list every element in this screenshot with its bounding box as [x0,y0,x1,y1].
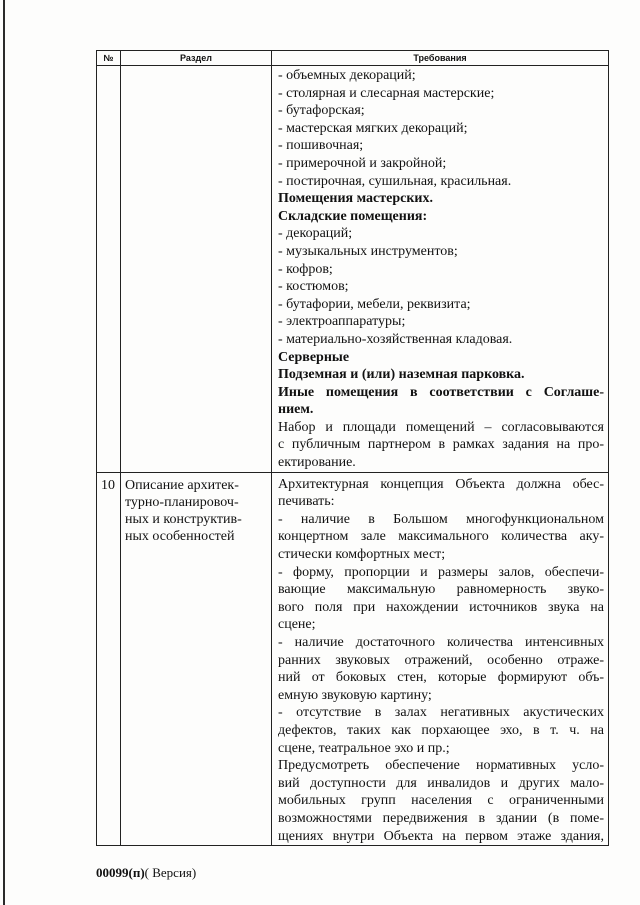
section-title-line: ных особенностей [125,528,235,544]
row-section-cell [121,472,272,845]
document-code: 00099(п) [96,865,145,880]
scan-edge-line [3,0,5,905]
requirement-line: стически комфортных мест; [278,547,446,563]
requirement-line: - отсутствие в залах негативных акустических [278,705,604,721]
row-number-cell [97,66,121,473]
requirement-line: Подземная и (или) наземная парковка. [278,367,525,383]
requirement-line: концертном зале максимального количества аку- [278,529,604,545]
requirement-line: - пошивочная; [278,138,364,154]
requirement-line: - бутафории, мебели, реквизита; [278,296,471,312]
requirement-line: Иные помещения в соответствии с Соглаше- [278,384,604,400]
row-requirements-cell [272,66,609,473]
requirement-line: Помещения мастерских. [278,191,433,207]
table-row [97,472,609,845]
requirement-line: Складские помещения: [278,208,428,224]
row-section-cell [121,66,272,473]
requirement-line: - музыкальных инструментов; [278,243,458,259]
requirement-line: - декораций; [278,226,353,242]
section-title-line: турно-планировоч- [125,494,239,510]
requirement-line: - бутафорская; [278,103,365,119]
requirement-line: возможностями передвижения в здании (в поме- [278,810,604,826]
requirement-line: вающие максимальную равномерность звуко- [278,582,604,598]
requirement-line: щениях внутри Объекта на первом этаже здания, [278,828,604,844]
requirement-line: - примерочной и закройной; [278,155,447,171]
requirement-line: - объемных декораций; [278,68,416,83]
requirement-line: емную звуковую картину; [278,687,432,703]
requirement-line: ектирование. [278,455,356,471]
requirement-line: ний от боковых стен, которые формируют объ- [278,670,604,686]
requirement-line: печивать: [278,494,335,510]
requirement-line: ранних звуковых отражений, особенно отраже- [278,652,604,668]
row-number-cell: 10 [97,472,121,845]
requirement-line: с публичным партнером в рамках задания на про- [278,437,604,453]
table-row [97,66,609,473]
requirement-line: сцене, театральное эхо и пр.; [278,740,450,756]
requirement-line: - кофров; [278,261,333,277]
requirement-line: Серверные [278,349,350,365]
requirement-line: - наличие в Большом многофункциональном [278,511,604,527]
requirements-text [272,66,608,472]
document-version: ( Версия) [144,865,197,880]
requirement-line: - электроаппаратуры; [278,314,406,330]
requirement-line: - постирочная, сушильная, красильная. [278,173,512,189]
page-footer [96,865,196,881]
requirement-line: сцене; [278,617,316,633]
section-title [121,473,271,545]
requirement-line: дефектов, таких как порхающее эхо, в т. ч. на [278,722,604,738]
requirements-table [96,50,609,846]
table-header-row [97,51,609,66]
requirement-line: - наличие достаточного количества интенсивных [278,635,604,650]
header-section: Раздел [121,51,272,66]
header-requirements: Требования [272,51,609,66]
requirement-line: - столярная и слесарная мастерские; [278,85,495,101]
requirement-line: вий доступности для инвалидов и других мало- [278,775,604,791]
requirement-line: Набор и площади помещений – согласовываются [278,419,604,435]
requirement-line: - мастерская мягких декораций; [278,120,468,136]
requirement-line: Архитектурная концепция Объекта должна обес- [278,476,604,492]
row-requirements-cell [272,472,609,845]
section-title-line: Описание архитек- [125,477,239,493]
requirement-line: - костюмов; [278,279,349,295]
requirements-text [272,473,608,845]
requirement-line: нием. [278,402,314,418]
requirement-line: мобильных групп населения с ограниченными [278,793,604,809]
header-number: № [97,51,121,66]
requirement-line: вого поля при нахождении источников звука на [278,599,604,615]
requirement-line: Предусмотреть обеспечение нормативных усло- [278,758,604,774]
section-title-line: ных и конструктив- [125,511,242,527]
requirement-line: - форму, пропорции и размеры залов, обеспечи- [278,564,604,580]
requirement-line: - материально-хозяйственная кладовая. [278,331,513,347]
